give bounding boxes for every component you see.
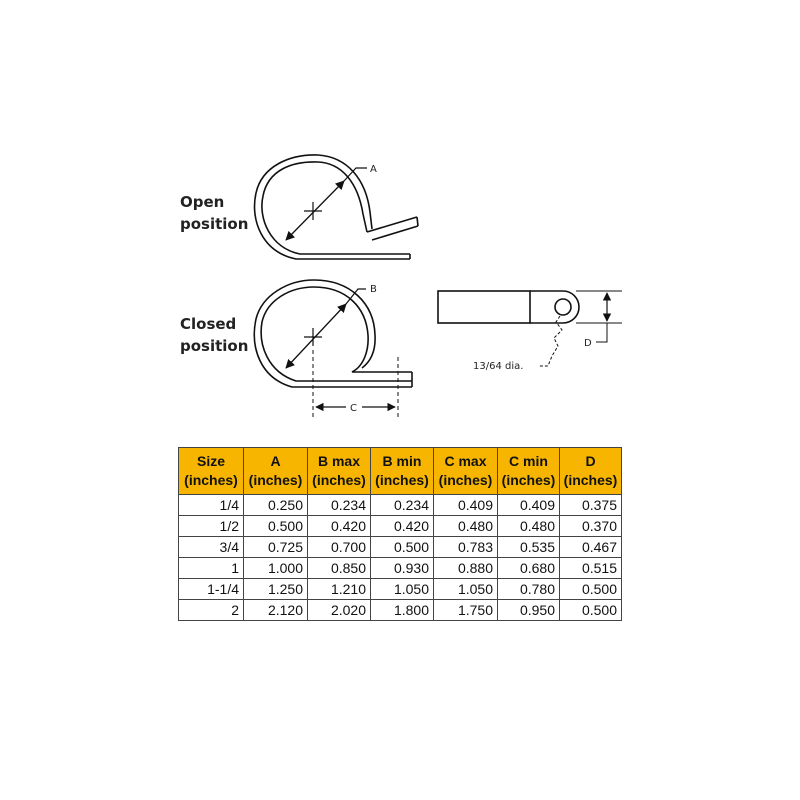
table-row — [179, 495, 622, 516]
table-cell: 0.880 — [434, 558, 498, 579]
hole-diameter-note: 13/64 dia. — [473, 361, 524, 372]
table-cell: 2.020 — [308, 600, 371, 621]
table-cell: 0.480 — [498, 516, 560, 537]
table-cell: 1.050 — [434, 579, 498, 600]
header-size: Size (inches) — [179, 448, 244, 495]
table-cell: 1.000 — [244, 558, 308, 579]
table-cell: 0.500 — [560, 579, 622, 600]
table-cell: 1.800 — [371, 600, 434, 621]
table-cell: 0.420 — [371, 516, 434, 537]
dimension-b-label: B — [370, 284, 377, 295]
table-cell: 1 — [179, 558, 244, 579]
table-body — [179, 495, 622, 621]
table-cell: 0.500 — [371, 537, 434, 558]
table-cell: 0.725 — [244, 537, 308, 558]
header-c-max: C max (inches) — [434, 448, 498, 495]
header-b-max: B max (inches) — [308, 448, 371, 495]
table-cell: 1.250 — [244, 579, 308, 600]
closed-position-label: Closed position — [180, 315, 249, 355]
closed-clamp-drawing — [254, 280, 412, 420]
table-row — [179, 558, 622, 579]
table-cell: 3/4 — [179, 537, 244, 558]
table-cell: 0.234 — [371, 495, 434, 516]
table-row — [179, 600, 622, 621]
header-b-min: B min (inches) — [371, 448, 434, 495]
header-d: D (inches) — [560, 448, 622, 495]
table-cell: 1/4 — [179, 495, 244, 516]
open-clamp-drawing — [255, 155, 418, 259]
table-cell: 0.480 — [434, 516, 498, 537]
table-cell: 0.409 — [498, 495, 560, 516]
table-cell: 0.700 — [308, 537, 371, 558]
table-cell: 1-1/4 — [179, 579, 244, 600]
size-spec-table — [178, 447, 622, 621]
dimension-c-label: C — [350, 403, 357, 414]
table-cell: 0.930 — [371, 558, 434, 579]
table-cell: 0.515 — [560, 558, 622, 579]
table-cell: 0.409 — [434, 495, 498, 516]
table-cell: 0.950 — [498, 600, 560, 621]
table-cell: 0.535 — [498, 537, 560, 558]
table-cell: 1.210 — [308, 579, 371, 600]
table-cell: 0.680 — [498, 558, 560, 579]
header-c-min: C min (inches) — [498, 448, 560, 495]
dimension-a-label: A — [370, 164, 377, 175]
table-cell: 0.500 — [244, 516, 308, 537]
table-cell: 0.783 — [434, 537, 498, 558]
table-row — [179, 579, 622, 600]
table-cell: 0.850 — [308, 558, 371, 579]
table-cell: 0.420 — [308, 516, 371, 537]
header-row — [179, 448, 622, 495]
dimension-d-label: D — [584, 338, 592, 349]
table-cell: 0.500 — [560, 600, 622, 621]
open-position-label: Open position — [180, 193, 249, 233]
table-cell: 2.120 — [244, 600, 308, 621]
table-cell: 0.234 — [308, 495, 371, 516]
table-cell: 0.467 — [560, 537, 622, 558]
table-cell: 0.780 — [498, 579, 560, 600]
table-header — [179, 448, 622, 495]
table-cell: 0.375 — [560, 495, 622, 516]
header-a: A (inches) — [244, 448, 308, 495]
table-row — [179, 537, 622, 558]
table-cell: 1.050 — [371, 579, 434, 600]
table-cell: 1/2 — [179, 516, 244, 537]
table-cell: 0.250 — [244, 495, 308, 516]
table-row — [179, 516, 622, 537]
table-cell: 1.750 — [434, 600, 498, 621]
side-view-drawing — [438, 291, 622, 366]
table-cell: 0.370 — [560, 516, 622, 537]
table-cell: 2 — [179, 600, 244, 621]
